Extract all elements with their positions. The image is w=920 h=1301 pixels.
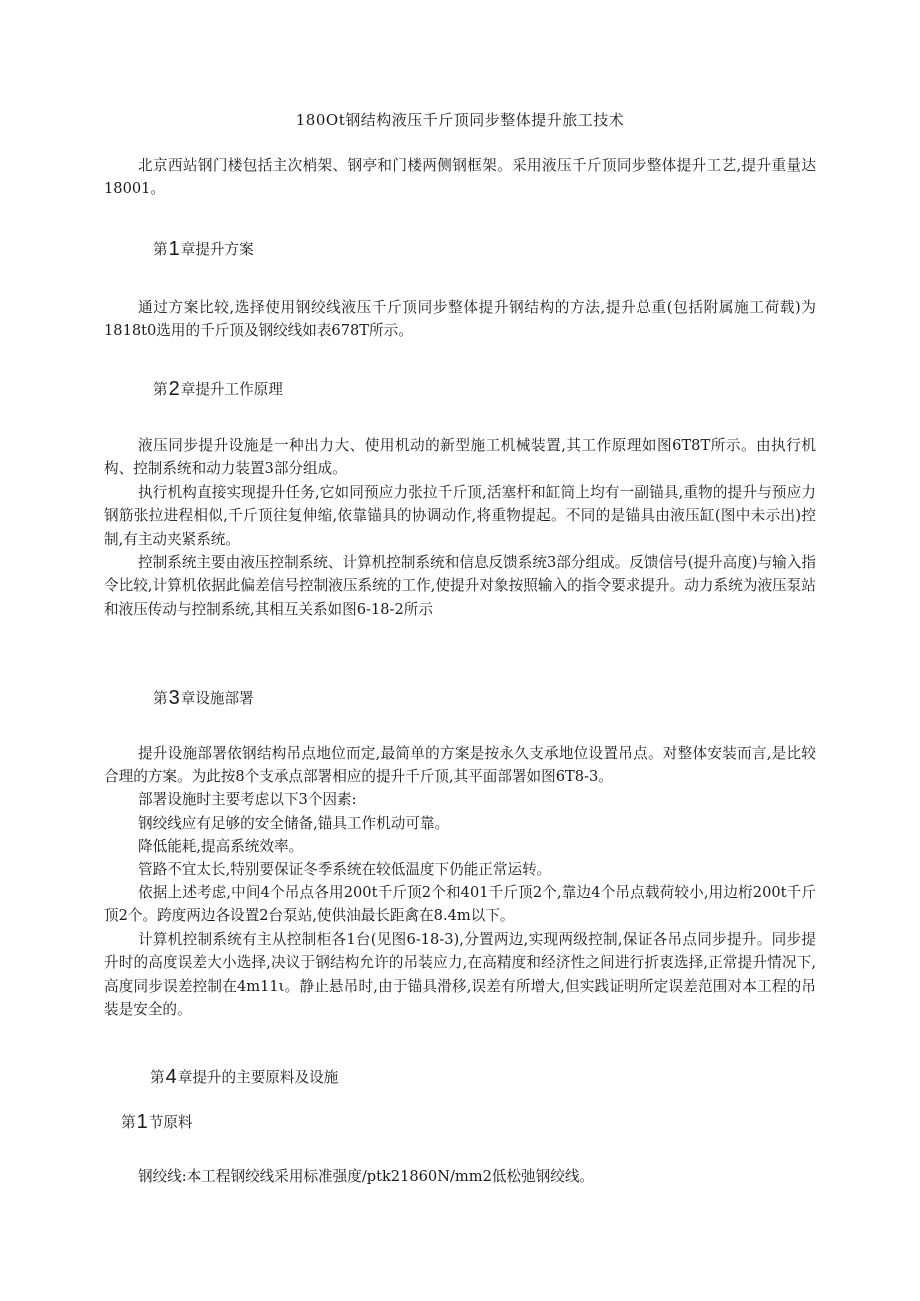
- chapter-1-number: 1: [168, 238, 180, 260]
- chapter-2-number: 2: [168, 378, 180, 400]
- chapter-2-paragraph-3: 控制系统主要由液压控制系统、计算机控制系统和信息反馈系统3部分组成。反馈信号(提升高度)与输入指令比较,计算机依据此偏差信号控制液压系统的工作,使提升对象按照输入的指令要求提升。动力系统为液压泵站和液压传动与控制系统,其相互关系如图6-18-2所示: [104, 554, 816, 618]
- chapter-1-paragraph-1: 通过方案比较,选择使用钢绞线液压千斤顶同步整体提升钢结构的方法,提升总重(包括附属施工荷载)为1818t0选用的千斤顶及钢绞线如表678T所示。: [104, 299, 816, 340]
- chapter-3-paragraph-5: 管路不宜太长,特别要保证冬季系统在较低温度下仍能正常运转。: [138, 861, 552, 878]
- chapter-4-heading: [150, 1066, 338, 1089]
- section-1-number: 1: [136, 1111, 148, 1133]
- document-title: 180Ot钢结构液压千斤顶同步整体提升旅工技术: [295, 111, 625, 129]
- chapter-3-title: 章设施部署: [180, 690, 254, 707]
- chapter-4-number: 4: [165, 1066, 177, 1088]
- section-1-heading: [121, 1111, 193, 1134]
- chapter-3-number: 3: [168, 687, 180, 709]
- chapter-2-paragraph-1: 液压同步提升设施是一种出力大、使用机动的新型施工机械装置,其工作原理如图6T8T所示。由执行机构、控制系统和动力装置3部分组成。: [104, 437, 816, 478]
- chapter-3-paragraph-1: 提升设施部署依钢结构吊点地位而定,最简单的方案是按永久支承地位设置吊点。对整体安装而言,是比较合理的方案。为此按8个支承点部署相应的提升千斤顶,其平面部署如图6T8-3。: [104, 745, 816, 786]
- section-1-prefix: 第: [121, 1114, 136, 1131]
- chapter-2-title: 章提升工作原理: [180, 381, 283, 398]
- chapter-3-paragraph-6: 依据上述考虑,中间4个吊点各用200t千斤顶2个和401千斤顶2个,靠边4个吊点载荷较小,用边桁200t千斤顶2个。跨度两边各设置2台泵站,使供油最长距禽在8.4m以下。: [104, 884, 816, 925]
- chapter-4-prefix: 第: [150, 1069, 165, 1086]
- chapter-3-paragraph-4: 降低能耗,提高系统效率。: [138, 838, 304, 855]
- chapter-1-title: 章提升方案: [180, 241, 254, 258]
- section-1-paragraph-1: 钢绞线:本工程钢绞线采用标准强度/ptk21860N/mm2低松弛钢绞线。: [138, 1168, 595, 1185]
- chapter-3-paragraph-7: 计算机控制系统有主从控制柜各1台(见图6-18-3),分置两边,实现两级控制,保证各吊点同步提升。同步提升时的高度误差大小选择,决议于钢结构允许的吊装应力,在高精度和经济性之间进行折衷选择,正常提升情况下,高度同步误差控制在4m11ι。静止悬吊时,由于锚具滑移,误差有所增大,但实践证明所定误差范围对本工程的吊装是安全的。: [104, 931, 816, 1018]
- chapter-3-prefix: 第: [153, 690, 168, 707]
- chapter-3-paragraph-3: 钢绞线应有足够的安全储备,锚具工作机动可靠。: [138, 815, 450, 832]
- chapter-1-heading: [153, 238, 254, 261]
- chapter-2-paragraph-2: 执行机构直接实现提升任务,它如同预应力张拉千斤顶,活塞杆和缸筒上均有一副锚具,重物的提升与预应力钢筋张拉进程相似,千斤顶往复伸缩,依靠锚具的协调动作,将重物提起。不同的是锚具由液压缸(图中未示出)控制,有主动夹紧系统。: [104, 484, 816, 548]
- section-1-title: 节原料: [148, 1114, 193, 1131]
- intro-paragraph: 北京西站钢门楼包括主次梢架、钢亭和门楼两侧钢框架。采用液压千斤顶同步整体提升工艺,提升重量达18001。: [104, 157, 816, 198]
- chapter-1-prefix: 第: [153, 241, 168, 258]
- chapter-4-title: 章提升的主要原料及设施: [177, 1069, 339, 1086]
- chapter-3-paragraph-2: 部署设施时主要考虑以下3个因素:: [138, 791, 357, 808]
- chapter-2-prefix: 第: [153, 381, 168, 398]
- chapter-2-heading: [153, 378, 283, 401]
- chapter-3-heading: [153, 687, 254, 710]
